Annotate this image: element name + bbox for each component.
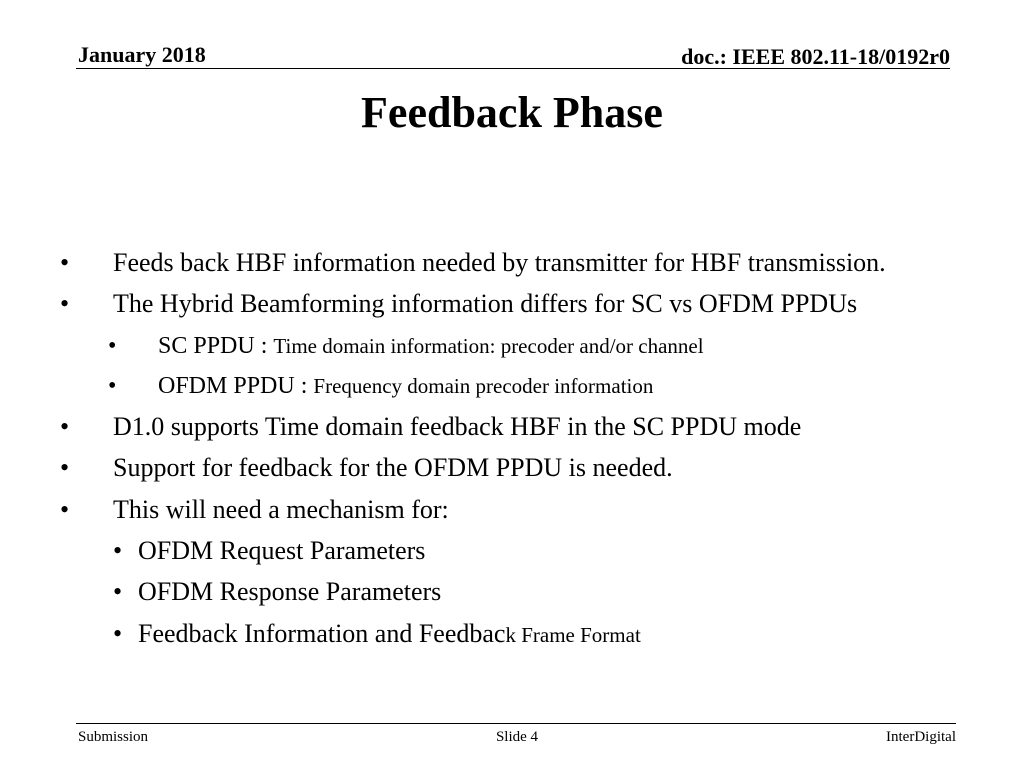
header-rule <box>76 68 950 69</box>
bullet-text: Support for feedback for the OFDM PPDU is needed. <box>113 453 673 482</box>
bullet-marker: • <box>108 333 117 359</box>
bullet-marker: • <box>113 536 123 565</box>
sub-bullet-detail: k Frame Format <box>505 623 641 647</box>
sub-bullet-text: OFDM Response Parameters <box>138 577 442 606</box>
bullet-marker: • <box>60 453 70 482</box>
bullet-marker: • <box>60 495 70 524</box>
bullet-marker: • <box>60 412 70 441</box>
sub-bullet-detail: Time domain information: precoder and/or channel <box>273 334 704 358</box>
bullet-text: D1.0 supports Time domain feedback HBF in the SC PPDU mode <box>113 412 802 441</box>
sub-bullet-text: OFDM Request Parameters <box>138 536 426 565</box>
bullet-text: This will need a mechanism for: <box>113 495 449 524</box>
sub-bullet-detail: Frequency domain precoder information <box>313 374 654 398</box>
bullet-marker: • <box>113 619 123 648</box>
footer-submission: Submission <box>78 729 149 745</box>
bullet-marker: • <box>60 289 70 318</box>
footer-slide-number: Slide 4 <box>495 729 539 745</box>
header-date: January 2018 <box>78 42 206 67</box>
sub-bullet-lead: SC PPDU : <box>158 333 274 359</box>
bullet-text: Feeds back HBF information needed by transmitter for HBF transmission. <box>113 248 886 277</box>
footer-rule <box>76 723 956 724</box>
bullet-text: The Hybrid Beamforming information differs for SC vs OFDM PPDUs <box>113 289 858 318</box>
header-doc-id: doc.: IEEE 802.11-18/0192r0 <box>681 44 950 69</box>
bullet-marker: • <box>108 373 117 399</box>
footer-company: InterDigital <box>886 729 956 745</box>
bullet-marker: • <box>113 577 123 606</box>
bullet-marker: • <box>60 248 70 277</box>
sub-bullet-lead: OFDM PPDU : <box>158 373 314 399</box>
slide-title: Feedback Phase <box>361 88 663 137</box>
sub-bullet-lead: Feedback Information and Feedbac <box>138 619 506 648</box>
